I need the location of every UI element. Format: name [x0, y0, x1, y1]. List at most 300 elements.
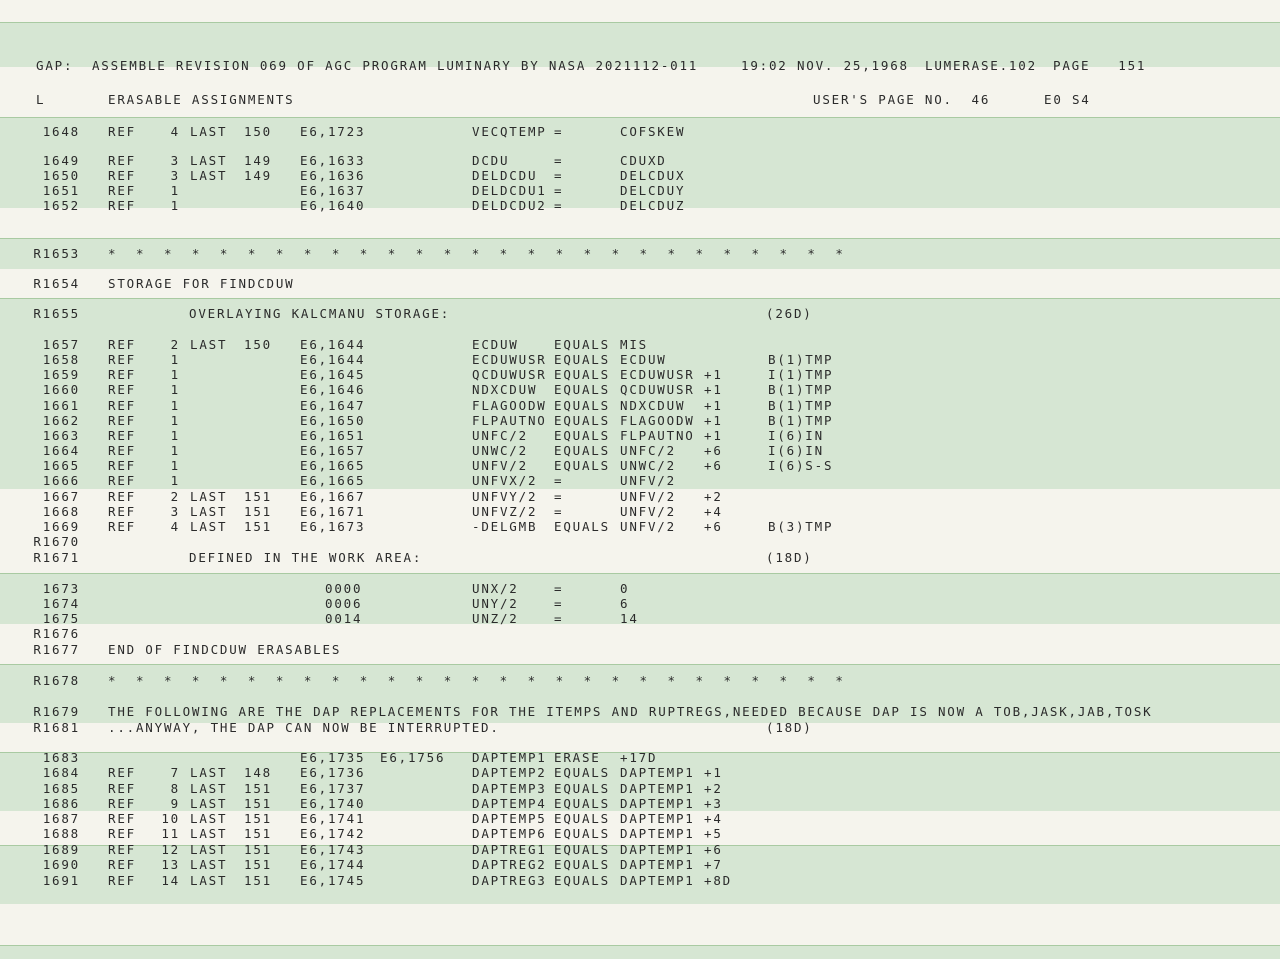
operator: EQUALS	[554, 367, 610, 382]
operand: DAPTEMP1	[620, 781, 695, 796]
listing-line	[0, 198, 1280, 214]
address: E6,1633	[300, 153, 366, 168]
address: E6,1657	[300, 443, 366, 458]
ref-keyword: REF	[108, 352, 136, 367]
ref-page: 149	[244, 168, 272, 183]
line-number: 1669	[42, 519, 80, 534]
last-keyword: LAST	[190, 826, 228, 841]
symbol: QCDUWUSR	[472, 367, 547, 382]
operand: DAPTEMP1	[620, 826, 695, 841]
line-number: R1654	[33, 276, 80, 291]
listing-letter: L	[36, 92, 46, 107]
type-note: I(6)IN	[768, 428, 824, 443]
operand: UNFV/2	[620, 519, 676, 534]
last-keyword: LAST	[190, 337, 228, 352]
increment: +1	[704, 398, 723, 413]
work-offset: 0006	[325, 596, 363, 611]
ref-page: 151	[244, 796, 272, 811]
ref-page: 150	[244, 124, 272, 139]
work-offset: 0000	[325, 581, 363, 596]
last-keyword: LAST	[190, 781, 228, 796]
symbol: DAPTREG1	[472, 842, 547, 857]
line-number: R1676	[33, 626, 80, 641]
operand: 14	[620, 611, 639, 626]
line-number: R1653	[33, 246, 80, 261]
ref-count: 1	[170, 473, 180, 488]
operand: DAPTEMP1	[620, 842, 695, 857]
line-number: R1679	[33, 704, 80, 719]
ref-count: 1	[170, 382, 180, 397]
listing-line	[0, 873, 1280, 889]
address: E6,1637	[300, 183, 366, 198]
ref-page: 151	[244, 811, 272, 826]
operator: EQUALS	[554, 781, 610, 796]
ref-keyword: REF	[108, 765, 136, 780]
type-note: B(1)TMP	[768, 352, 834, 367]
line-number: 1688	[42, 826, 80, 841]
line-number: 1665	[42, 458, 80, 473]
operand: CDUXD	[620, 153, 667, 168]
operand: UNFV/2	[620, 473, 676, 488]
line-number: 1661	[42, 398, 80, 413]
increment: +4	[704, 504, 723, 519]
comment-text: DEFINED IN THE WORK AREA:	[189, 550, 423, 565]
listing-line	[0, 367, 1280, 383]
address: E6,1745	[300, 873, 366, 888]
listing-line	[0, 673, 1280, 689]
symbol: DAPTREG2	[472, 857, 547, 872]
ref-count: 1	[170, 428, 180, 443]
line-number: 1663	[42, 428, 80, 443]
ref-page: 151	[244, 519, 272, 534]
operator: =	[554, 473, 564, 488]
symbol: DELDCDU	[472, 168, 538, 183]
line-number: 1652	[42, 198, 80, 213]
operand: MIS	[620, 337, 648, 352]
listing-line	[0, 826, 1280, 842]
last-keyword: LAST	[190, 153, 228, 168]
line-number: 1673	[42, 581, 80, 596]
ref-count: 1	[170, 398, 180, 413]
ref-keyword: REF	[108, 413, 136, 428]
ref-count: 14	[161, 873, 180, 888]
ref-page: 150	[244, 337, 272, 352]
listing-line	[0, 458, 1280, 474]
operand: +17D	[620, 750, 658, 765]
symbol: ECDUW	[472, 337, 519, 352]
last-keyword: LAST	[190, 519, 228, 534]
type-note: B(1)TMP	[768, 398, 834, 413]
symbol: DELDCDU2	[472, 198, 547, 213]
last-keyword: LAST	[190, 765, 228, 780]
type-note: B(1)TMP	[768, 382, 834, 397]
last-keyword: LAST	[190, 168, 228, 183]
symbol: DAPTEMP4	[472, 796, 547, 811]
type-note: I(6)IN	[768, 443, 824, 458]
ref-keyword: REF	[108, 781, 136, 796]
line-number: 1666	[42, 473, 80, 488]
listing-line	[0, 428, 1280, 444]
symbol: UNWC/2	[472, 443, 528, 458]
operator: EQUALS	[554, 826, 610, 841]
ref-keyword: REF	[108, 458, 136, 473]
symbol: FLAGOODW	[472, 398, 547, 413]
ref-page: 151	[244, 504, 272, 519]
ref-keyword: REF	[108, 796, 136, 811]
increment: +4	[704, 811, 723, 826]
operator: =	[554, 504, 564, 519]
operand: COFSKEW	[620, 124, 686, 139]
symbol: ECDUWUSR	[472, 352, 547, 367]
line-number: R1655	[33, 306, 80, 321]
ref-count: 2	[170, 337, 180, 352]
last-keyword: LAST	[190, 873, 228, 888]
increment: +6	[704, 842, 723, 857]
listing-line	[0, 626, 1280, 642]
line-number: 1689	[42, 842, 80, 857]
address: E6,1740	[300, 796, 366, 811]
operand: FLAGOODW	[620, 413, 695, 428]
symbol: UNFV/2	[472, 458, 528, 473]
last-keyword: LAST	[190, 489, 228, 504]
operand: DAPTEMP1	[620, 765, 695, 780]
listing-line	[0, 473, 1280, 489]
operator: EQUALS	[554, 458, 610, 473]
listing-line	[0, 337, 1280, 353]
increment: +8D	[704, 873, 732, 888]
ref-keyword: REF	[108, 337, 136, 352]
increment: +6	[704, 519, 723, 534]
operator: EQUALS	[554, 857, 610, 872]
line-number: 1675	[42, 611, 80, 626]
ref-count: 8	[170, 781, 180, 796]
symbol: DELDCDU1	[472, 183, 547, 198]
comment-text: OVERLAYING KALCMANU STORAGE:	[189, 306, 451, 321]
line-number: 1650	[42, 168, 80, 183]
last-keyword: LAST	[190, 504, 228, 519]
operator: EQUALS	[554, 873, 610, 888]
symbol: DAPTEMP3	[472, 781, 547, 796]
increment: +3	[704, 796, 723, 811]
symbol: VECQTEMP	[472, 124, 547, 139]
operator: EQUALS	[554, 796, 610, 811]
operator: EQUALS	[554, 765, 610, 780]
user-page: USER'S PAGE NO. 46	[813, 92, 991, 107]
section-title: ERASABLE ASSIGNMENTS	[108, 92, 295, 107]
line-number: 1651	[42, 183, 80, 198]
comment-note: (18D)	[766, 720, 813, 735]
ref-count: 11	[161, 826, 180, 841]
ref-keyword: REF	[108, 504, 136, 519]
operator: =	[554, 489, 564, 504]
last-keyword: LAST	[190, 796, 228, 811]
symbol: DAPTEMP2	[472, 765, 547, 780]
line-number: R1677	[33, 642, 80, 657]
ref-count: 1	[170, 352, 180, 367]
last-keyword: LAST	[190, 811, 228, 826]
ref-keyword: REF	[108, 826, 136, 841]
timestamp: 19:02 NOV. 25,1968	[741, 58, 909, 73]
listing-line	[0, 124, 1280, 140]
line-number: 1691	[42, 873, 80, 888]
listing-line	[0, 153, 1280, 169]
line-number: 1690	[42, 857, 80, 872]
comment-note: (26D)	[766, 306, 813, 321]
ref-count: 1	[170, 458, 180, 473]
line-number: 1657	[42, 337, 80, 352]
type-note: I(6)S-S	[768, 458, 834, 473]
symbol: UNFVX/2	[472, 473, 538, 488]
line-number: 1664	[42, 443, 80, 458]
comment-text: STORAGE FOR FINDCDUW	[108, 276, 295, 291]
increment: +2	[704, 489, 723, 504]
listing-line	[0, 168, 1280, 184]
operator: EQUALS	[554, 413, 610, 428]
ref-page: 151	[244, 781, 272, 796]
code: E0 S4	[1044, 92, 1091, 107]
symbol: NDXCDUW	[472, 382, 538, 397]
operand: DAPTEMP1	[620, 873, 695, 888]
listing-line	[0, 642, 1280, 658]
ref-page: 151	[244, 857, 272, 872]
ref-keyword: REF	[108, 382, 136, 397]
ref-page: 151	[244, 842, 272, 857]
ref-keyword: REF	[108, 168, 136, 183]
symbol: -DELGMB	[472, 519, 538, 534]
symbol: DAPTEMP5	[472, 811, 547, 826]
increment: +1	[704, 428, 723, 443]
ref-keyword: REF	[108, 489, 136, 504]
operand: DAPTEMP1	[620, 857, 695, 872]
increment: +1	[704, 765, 723, 780]
line-number: 1668	[42, 504, 80, 519]
operand: DAPTEMP1	[620, 811, 695, 826]
comment-text: END OF FINDCDUW ERASABLES	[108, 642, 342, 657]
line-number: 1649	[42, 153, 80, 168]
operator: EQUALS	[554, 519, 610, 534]
operator: EQUALS	[554, 443, 610, 458]
ref-keyword: REF	[108, 857, 136, 872]
address: E6,1736	[300, 765, 366, 780]
symbol: UNFC/2	[472, 428, 528, 443]
type-note: B(1)TMP	[768, 413, 834, 428]
line-number: 1674	[42, 596, 80, 611]
line-number: 1659	[42, 367, 80, 382]
increment: +1	[704, 413, 723, 428]
ref-count: 1	[170, 443, 180, 458]
line-number: 1684	[42, 765, 80, 780]
increment: +6	[704, 458, 723, 473]
type-note: I(1)TMP	[768, 367, 834, 382]
increment: +1	[704, 367, 723, 382]
symbol: DAPTEMP1	[472, 750, 547, 765]
address: E6,1671	[300, 504, 366, 519]
address: E6,1640	[300, 198, 366, 213]
line-number: R1670	[33, 534, 80, 549]
operator: EQUALS	[554, 842, 610, 857]
line-number: 1685	[42, 781, 80, 796]
operand: UNFV/2	[620, 489, 676, 504]
listing-line	[0, 183, 1280, 199]
operator: =	[554, 596, 564, 611]
ref-page: 151	[244, 489, 272, 504]
listing-line	[0, 398, 1280, 414]
last-keyword: LAST	[190, 842, 228, 857]
address: E6,1665	[300, 473, 366, 488]
address: E6,1647	[300, 398, 366, 413]
listing-line	[0, 306, 1280, 322]
symbol: DCDU	[472, 153, 510, 168]
ref-count: 1	[170, 413, 180, 428]
line-number: 1683	[42, 750, 80, 765]
ref-count: 3	[170, 504, 180, 519]
address: E6,1743	[300, 842, 366, 857]
operand: 0	[620, 581, 630, 596]
operator: EQUALS	[554, 811, 610, 826]
ref-page: 151	[244, 873, 272, 888]
operator: EQUALS	[554, 428, 610, 443]
operand: ECDUW	[620, 352, 667, 367]
operator: EQUALS	[554, 352, 610, 367]
increment: +1	[704, 382, 723, 397]
type-note: B(3)TMP	[768, 519, 834, 534]
operator: =	[554, 611, 564, 626]
listing-line	[0, 246, 1280, 262]
listing-line	[0, 704, 1280, 720]
listing-line	[0, 811, 1280, 827]
operator: =	[554, 168, 564, 183]
ref-count: 3	[170, 153, 180, 168]
line-number: 1648	[42, 124, 80, 139]
ref-keyword: REF	[108, 124, 136, 139]
comment-text: THE FOLLOWING ARE THE DAP REPLACEMENTS FOR THE ITEMPS AND RUPTREGS,NEEDED BECAUSE DAP IS NOW A TOB,JASK,JAB,TOSK	[108, 704, 1153, 719]
ref-count: 12	[161, 842, 180, 857]
address-end: E6,1756	[380, 750, 446, 765]
line-number: 1687	[42, 811, 80, 826]
listing-line	[0, 611, 1280, 627]
listing-line	[0, 857, 1280, 873]
address: E6,1667	[300, 489, 366, 504]
operator: =	[554, 153, 564, 168]
operand: DELCDUX	[620, 168, 686, 183]
address: E6,1636	[300, 168, 366, 183]
listing-line	[0, 796, 1280, 812]
ref-page: 149	[244, 153, 272, 168]
operator: EQUALS	[554, 337, 610, 352]
address: E6,1650	[300, 413, 366, 428]
listing-line	[0, 781, 1280, 797]
increment: +6	[704, 443, 723, 458]
address: E6,1645	[300, 367, 366, 382]
operator: ERASE	[554, 750, 601, 765]
line-number: R1671	[33, 550, 80, 565]
symbol: UNZ/2	[472, 611, 519, 626]
listing-line	[0, 413, 1280, 429]
operand: UNWC/2	[620, 458, 676, 473]
line-number: 1667	[42, 489, 80, 504]
address: E6,1644	[300, 337, 366, 352]
increment: +5	[704, 826, 723, 841]
line-number: R1681	[33, 720, 80, 735]
listing-line	[0, 750, 1280, 766]
operand: DAPTEMP1	[620, 796, 695, 811]
assembly-title: GAP: ASSEMBLE REVISION 069 OF AGC PROGRAM LUMINARY BY NASA 2021112-011	[36, 58, 699, 73]
operator: =	[554, 124, 564, 139]
operand: NDXCDUW	[620, 398, 686, 413]
ref-keyword: REF	[108, 367, 136, 382]
file-name: LUMERASE.102	[925, 58, 1037, 73]
ref-count: 4	[170, 124, 180, 139]
line-number: 1658	[42, 352, 80, 367]
symbol: UNX/2	[472, 581, 519, 596]
symbol: DAPTEMP6	[472, 826, 547, 841]
listing-line	[0, 382, 1280, 398]
ref-keyword: REF	[108, 183, 136, 198]
symbol: DAPTREG3	[472, 873, 547, 888]
ref-keyword: REF	[108, 811, 136, 826]
ref-keyword: REF	[108, 443, 136, 458]
symbol: UNY/2	[472, 596, 519, 611]
ref-count: 7	[170, 765, 180, 780]
address: E6,1744	[300, 857, 366, 872]
address: E6,1644	[300, 352, 366, 367]
address: E6,1737	[300, 781, 366, 796]
listing-line	[0, 352, 1280, 368]
listing-line	[0, 596, 1280, 612]
ref-count: 1	[170, 198, 180, 213]
ref-keyword: REF	[108, 873, 136, 888]
ref-keyword: REF	[108, 398, 136, 413]
increment: +7	[704, 857, 723, 872]
ref-count: 9	[170, 796, 180, 811]
increment: +2	[704, 781, 723, 796]
operand: DELCDUZ	[620, 198, 686, 213]
ref-keyword: REF	[108, 198, 136, 213]
work-offset: 0014	[325, 611, 363, 626]
operator: =	[554, 581, 564, 596]
listing-line	[0, 504, 1280, 520]
ref-keyword: REF	[108, 428, 136, 443]
ref-keyword: REF	[108, 842, 136, 857]
separator-stars: * * * * * * * * * * * * * * * * * * * * * * * * * * *	[108, 246, 845, 261]
operand: UNFC/2	[620, 443, 676, 458]
address: E6,1665	[300, 458, 366, 473]
listing-line	[0, 489, 1280, 505]
listing-line	[0, 842, 1280, 858]
address: E6,1673	[300, 519, 366, 534]
ref-count: 3	[170, 168, 180, 183]
last-keyword: LAST	[190, 124, 228, 139]
ref-count: 4	[170, 519, 180, 534]
address: E6,1741	[300, 811, 366, 826]
address: E6,1742	[300, 826, 366, 841]
listing-line	[0, 276, 1280, 292]
last-keyword: LAST	[190, 857, 228, 872]
operand: 6	[620, 596, 630, 611]
operator: EQUALS	[554, 398, 610, 413]
listing-line	[0, 443, 1280, 459]
symbol: FLPAUTNO	[472, 413, 547, 428]
operator: =	[554, 183, 564, 198]
ref-count: 1	[170, 367, 180, 382]
operand: FLPAUTNO	[620, 428, 695, 443]
ref-count: 13	[161, 857, 180, 872]
address: E6,1735	[300, 750, 366, 765]
operand: QCDUWUSR	[620, 382, 695, 397]
listing-line	[0, 581, 1280, 597]
address: E6,1651	[300, 428, 366, 443]
page-number: PAGE 151	[1053, 58, 1147, 73]
